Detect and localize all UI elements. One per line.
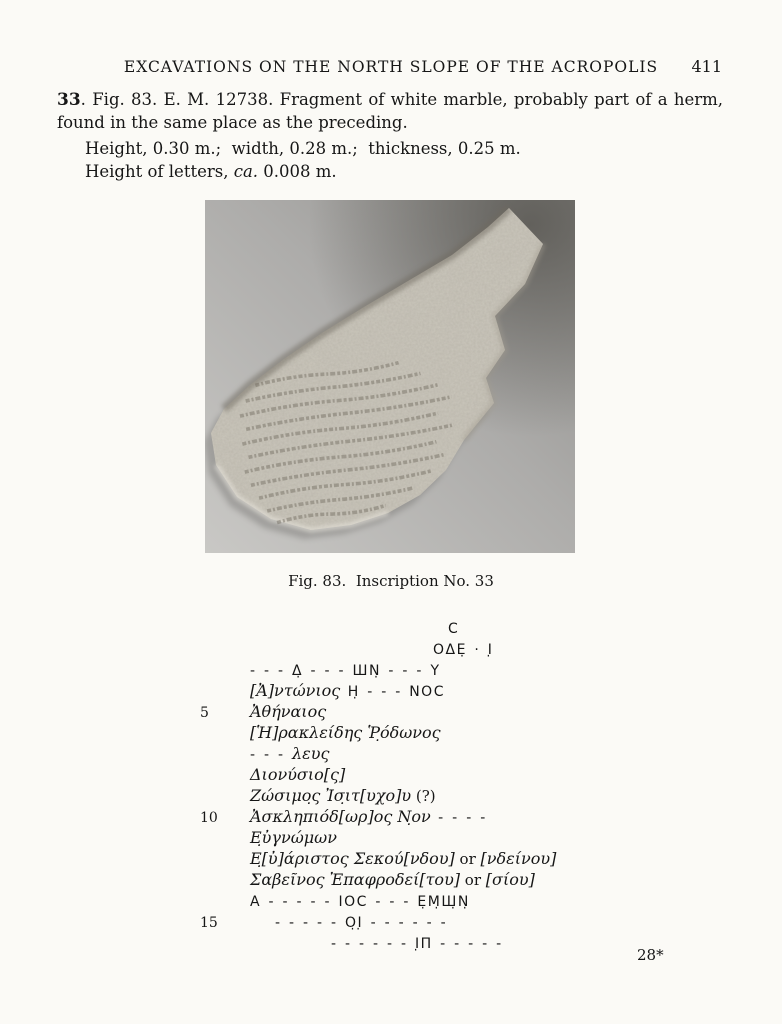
page-header [0, 57, 782, 76]
greek-italic-text: Ζώσιμο̣ς Ἰσ̣ιτ[υχο]υ [250, 786, 412, 805]
greek-italic-text: Ἀσκληπιόδ[ωρ]ος Ν̣ον [250, 807, 431, 826]
inscription-line [197, 827, 677, 848]
epigraphic-letters: - - - - - Ο̣Ι̣ - - - - - - [275, 915, 448, 931]
inscription-text [250, 806, 487, 829]
circa-abbreviation: ca. [233, 162, 259, 181]
epigraphic-letters: Ϲ [448, 621, 460, 637]
inscription-line [197, 869, 677, 890]
greek-italic-text: Ἀθή̣ναιος [250, 702, 327, 721]
inscription-text [250, 869, 535, 891]
inscription-line [197, 638, 677, 659]
line-number: 5 [200, 705, 209, 721]
inscription-text [250, 638, 493, 661]
epigraphic-letters: - - - - [430, 810, 487, 826]
inscription-text [250, 680, 445, 703]
inscription-line [197, 932, 677, 953]
line-number: 15 [200, 915, 218, 931]
inscription-line [197, 680, 677, 701]
inscription-line [197, 701, 677, 722]
inscription-text [250, 659, 441, 682]
entry-number: 33 [57, 90, 81, 110]
entry-text: . Fig. 83. E. M. 12738. Fragment of white marble, probably part of a herm, [80, 90, 723, 109]
greek-italic-text: Διονύσιο[ς] [250, 765, 346, 784]
inscription-text [250, 617, 459, 640]
inscription-block [197, 617, 677, 953]
dimensions-line: Height, 0.30 m.; width, 0.28 m.; thickness, 0.25 m. [85, 139, 521, 158]
greek-italic-text: λευς [292, 744, 330, 763]
inscription-text [250, 785, 436, 807]
inscription-text [250, 722, 441, 743]
inscription-line [197, 659, 677, 680]
inscription-line [197, 785, 677, 806]
entry-paragraph-line1 [57, 90, 723, 110]
inscription-line [197, 764, 677, 785]
entry-paragraph-line2: found in the same place as the preceding. [57, 113, 408, 132]
roman-text: (?) [411, 787, 436, 805]
inscription-line [197, 890, 677, 911]
letter-height-prefix: Height of letters, [85, 162, 234, 181]
epigraphic-letters: Α - - - - - ΙΟϹ - - - Ε̣Μ̣Ш̣Ν̣ [250, 894, 470, 910]
inscription-text [250, 827, 337, 848]
greek-italic-text: Σαβεῖνος Ἐπαφροδεί[του] [250, 870, 461, 889]
inscription-line [197, 911, 677, 932]
epigraphic-letters: - - - - - - Ι̣Π - - - - - [331, 936, 503, 952]
greek-italic-text: [νδείνου] [480, 849, 557, 868]
inscription-text [250, 911, 447, 934]
letter-height-line [85, 162, 337, 181]
epigraphic-letters: Η̣ - - - ΝΟϹ [340, 684, 445, 700]
line-number: 10 [200, 810, 218, 826]
inscription-line [197, 722, 677, 743]
inscription-line [197, 617, 677, 638]
greek-italic-text: Ε̣ὐγνώμων [250, 828, 337, 847]
inscription-text [250, 743, 329, 766]
greek-italic-text: Ε̣[ὐ]άριστος Σεκού[νδου] [250, 849, 455, 868]
inscription-photograph [205, 200, 575, 553]
inscription-text [250, 890, 470, 913]
greek-italic-text: [Ἡ]ρακλείδη̣ς Ῥ̣όδωνος [250, 723, 441, 742]
inscription-text [250, 932, 503, 955]
roman-text: or [454, 850, 481, 868]
roman-text: or [460, 871, 486, 889]
inscription-text [250, 701, 326, 722]
greek-italic-text: [σίου] [485, 870, 535, 889]
epigraphic-letters: - - - [250, 747, 293, 763]
figure-caption: Fig. 83. Inscription No. 33 [288, 572, 494, 590]
inscription-line [197, 806, 677, 827]
page-number: 411 [691, 57, 722, 76]
inscription-text [250, 764, 345, 785]
letter-height-suffix: 0.008 m. [258, 162, 337, 181]
stone-photo-svg [205, 200, 575, 553]
printer-signature: 28* [637, 946, 664, 964]
epigraphic-letters: ΟΔΕ̣ · Ι̣ [433, 642, 494, 658]
greek-italic-text: [Ἀ]ντώνιος [250, 681, 341, 700]
running-head: EXCAVATIONS ON THE NORTH SLOPE OF THE ACROPOLIS [123, 58, 659, 76]
inscription-text [250, 848, 556, 870]
epigraphic-letters: - - - Δ̣ - - - ШΝ̣ - - - Υ [250, 663, 441, 679]
inscription-line [197, 743, 677, 764]
inscription-line [197, 848, 677, 869]
